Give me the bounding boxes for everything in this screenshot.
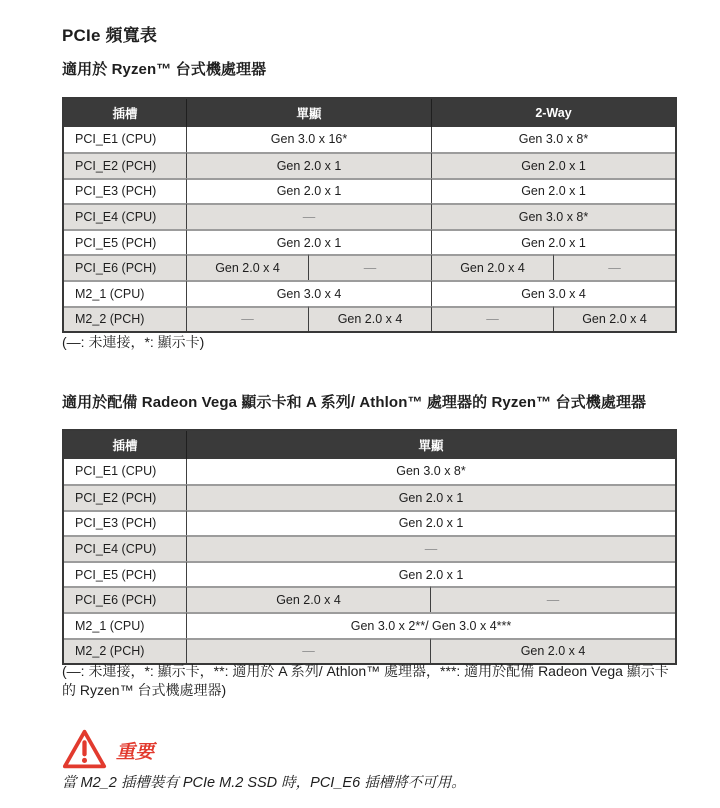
bandwidth-cell: Gen 2.0 x 1 — [187, 561, 675, 587]
bandwidth-cell: Gen 2.0 x 1 — [187, 152, 432, 178]
slot-cell: M2_2 (PCH) — [64, 306, 187, 332]
bandwidth-cell: — — [554, 254, 675, 280]
bandwidth-cell: Gen 3.0 x 4 — [187, 280, 432, 306]
bandwidth-cell: Gen 2.0 x 1 — [432, 229, 675, 255]
slot-cell: M2_2 (PCH) — [64, 638, 187, 664]
bandwidth-cell: Gen 2.0 x 4 — [432, 254, 554, 280]
slot-cell: PCI_E3 (PCH) — [64, 510, 187, 536]
bandwidth-cell: — — [187, 535, 675, 561]
bandwidth-cell: Gen 2.0 x 1 — [187, 510, 675, 536]
bandwidth-cell: — — [309, 254, 432, 280]
bandwidth-cell: — — [187, 306, 309, 332]
bandwidth-cell: Gen 2.0 x 4 — [554, 306, 675, 332]
section-heading-ryzen: 適用於 Ryzen™ 台式機處理器 — [62, 61, 267, 78]
bandwidth-cell: Gen 3.0 x 8* — [432, 127, 675, 153]
bandwidth-cell: Gen 2.0 x 4 — [187, 254, 309, 280]
bandwidth-cell: Gen 2.0 x 1 — [187, 484, 675, 510]
bandwidth-cell: Gen 3.0 x 4 — [432, 280, 675, 306]
pcie-bandwidth-table-ryzen — [62, 97, 677, 333]
bandwidth-cell: Gen 2.0 x 4 — [309, 306, 432, 332]
slot-cell: M2_1 (CPU) — [64, 280, 187, 306]
column-header: 插槽 — [64, 99, 187, 127]
table-note-vega: (—: 未連接，*: 顯示卡，**: 適用於 A 系列/ Athlon™ 處理器，***: 適用於配備 Radeon Vega 顯示卡的 Ryzen™ 台式機處理器) — [62, 663, 669, 698]
slot-cell: PCI_E6 (PCH) — [64, 254, 187, 280]
bandwidth-cell: Gen 2.0 x 1 — [187, 178, 432, 204]
slot-cell: PCI_E5 (PCH) — [64, 229, 187, 255]
bandwidth-cell: — — [431, 586, 675, 612]
pcie-bandwidth-table-vega — [62, 429, 677, 665]
slot-cell: PCI_E1 (CPU) — [64, 127, 187, 153]
slot-cell: PCI_E4 (CPU) — [64, 203, 187, 229]
bandwidth-cell: — — [187, 203, 432, 229]
slot-cell: PCI_E6 (PCH) — [64, 586, 187, 612]
slot-cell: PCI_E2 (PCH) — [64, 152, 187, 178]
page-title: PCIe 頻寬表 — [62, 26, 158, 45]
warning-triangle-icon — [62, 728, 107, 770]
column-header: 單顯 — [187, 431, 675, 459]
column-header: 2-Way — [432, 99, 675, 127]
column-header: 單顯 — [187, 99, 432, 127]
slot-cell: PCI_E5 (PCH) — [64, 561, 187, 587]
section-heading-vega: 適用於配備 Radeon Vega 顯示卡和 A 系列/ Athlon™ 處理器的 Ryzen™ 台式機處理器 — [62, 394, 647, 411]
important-text: 當 M2_2 插槽裝有 PCIe M.2 SSD 時，PCI_E6 插槽將不可用。 — [62, 775, 466, 791]
important-label: 重要 — [116, 742, 155, 763]
slot-cell: PCI_E3 (PCH) — [64, 178, 187, 204]
bandwidth-cell: — — [187, 638, 431, 664]
bandwidth-cell: Gen 3.0 x 2**/ Gen 3.0 x 4*** — [187, 612, 675, 638]
bandwidth-cell: Gen 2.0 x 4 — [187, 586, 431, 612]
table-note-ryzen: (—: 未連接，*: 顯示卡) — [62, 334, 205, 350]
slot-cell: PCI_E2 (PCH) — [64, 484, 187, 510]
bandwidth-cell: Gen 2.0 x 4 — [431, 638, 675, 664]
bandwidth-cell: — — [432, 306, 554, 332]
bandwidth-cell: Gen 2.0 x 1 — [432, 152, 675, 178]
slot-cell: PCI_E4 (CPU) — [64, 535, 187, 561]
bandwidth-cell: Gen 2.0 x 1 — [432, 178, 675, 204]
column-header: 插槽 — [64, 431, 187, 459]
bandwidth-cell: Gen 2.0 x 1 — [187, 229, 432, 255]
bandwidth-cell: Gen 3.0 x 8* — [187, 459, 675, 485]
bandwidth-cell: Gen 3.0 x 8* — [432, 203, 675, 229]
bandwidth-cell: Gen 3.0 x 16* — [187, 127, 432, 153]
slot-cell: PCI_E1 (CPU) — [64, 459, 187, 485]
slot-cell: M2_1 (CPU) — [64, 612, 187, 638]
